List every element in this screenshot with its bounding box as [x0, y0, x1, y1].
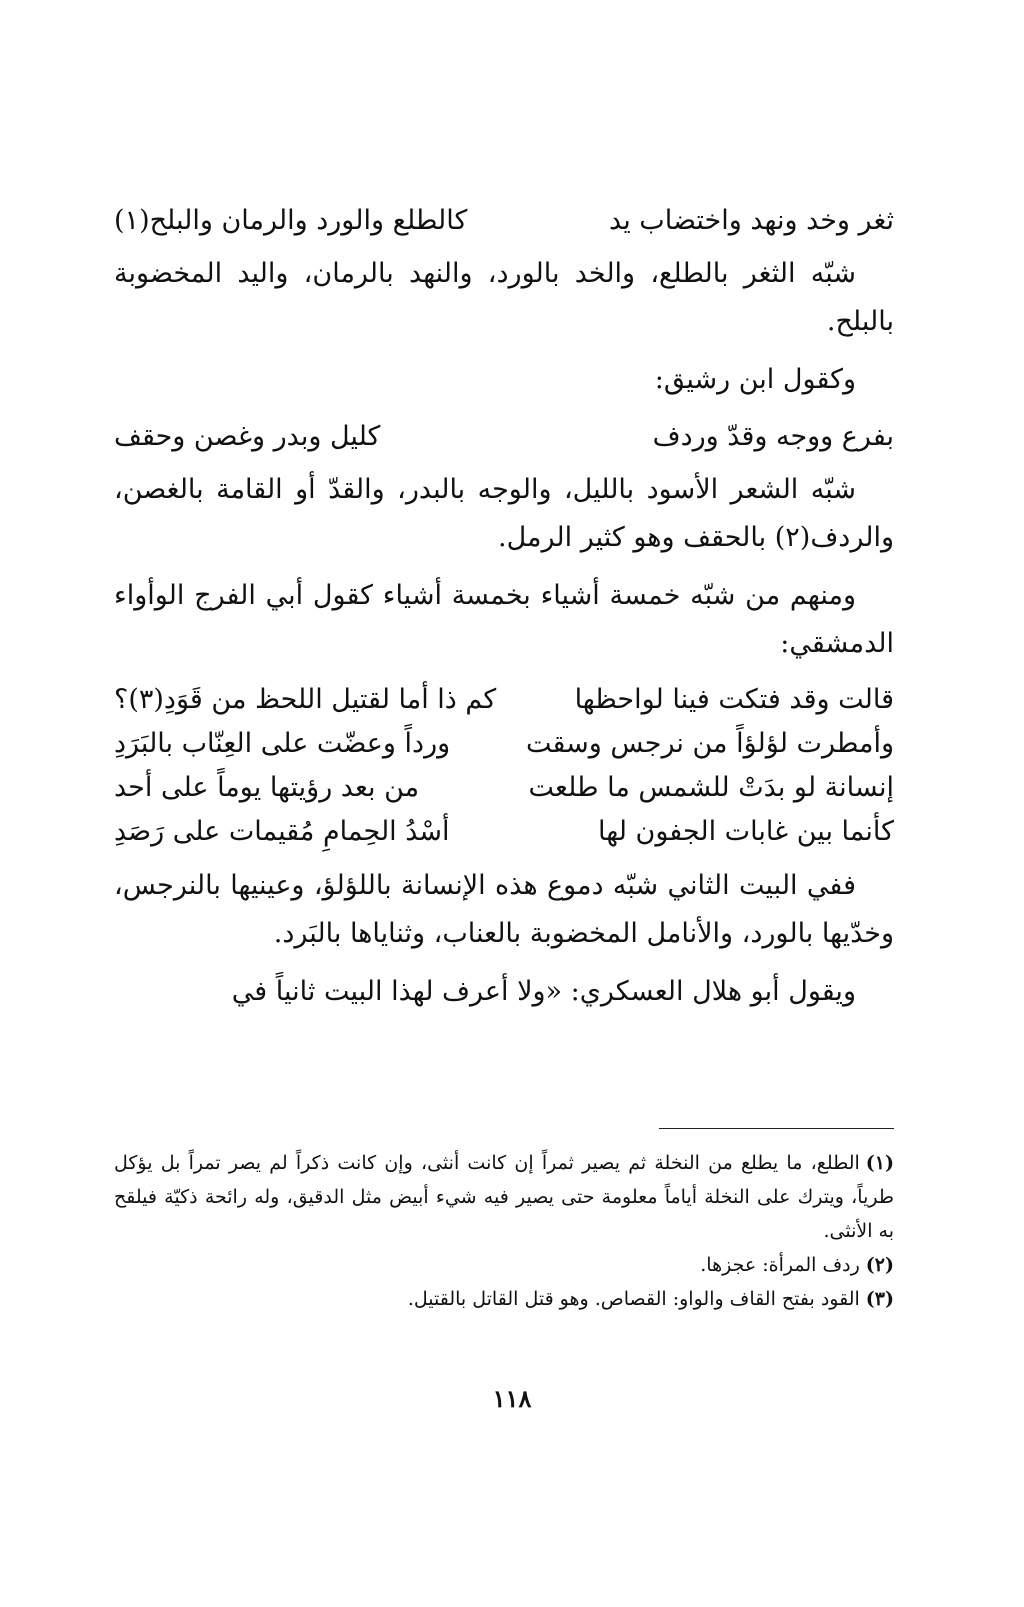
verse-second-hemistich: أسْدُ الحِمامِ مُقيمات على رَصَدِ — [114, 816, 450, 847]
paragraph: وكقول ابن رشيق: — [654, 364, 856, 395]
verse-first-hemistich: وأمطرت لؤلؤاً من نرجس وسقت — [525, 728, 894, 759]
paragraph: شبّه الثغر بالطلع، والخد بالورد، والنهد بالرمان، واليد المخضوبة بالبلح. — [114, 258, 894, 337]
verse-line — [114, 810, 894, 854]
verse-line — [114, 414, 894, 460]
verse-second-hemistich: كم ذا أما لقتيل اللحظ من قَوَدِ(٣)؟ — [114, 684, 497, 715]
footnote-text: القود بفتح القاف والواو: القصاص. وهو قتل القاتل بالقتيل. — [407, 1288, 860, 1310]
verse-line — [114, 678, 894, 722]
footnote-number: (٣) — [865, 1288, 894, 1310]
footnote-number: (٢) — [865, 1254, 894, 1276]
footnote-divider — [659, 1128, 894, 1129]
verse-first-hemistich: إنسانة لو بدَتْ للشمس ما طلعت — [528, 772, 894, 803]
verse-line — [114, 722, 894, 766]
verse-first-hemistich: كأنما بين غابات الجفون لها — [598, 816, 894, 847]
footnote — [114, 1146, 894, 1248]
paragraph: ففي البيت الثاني شبّه دموع هذه الإنسانة باللؤلؤ، وعينيها بالنرجس، وخدّيها بالورد، والأنامل المخضوبة بالعناب، وثناياها بالبَرد. — [114, 870, 894, 949]
verse-first-hemistich: بفرع ووجه وقدّ وردف — [652, 421, 894, 452]
footnote — [114, 1248, 894, 1282]
verse-second-hemistich: من بعد رؤيتها يوماً على أحد — [114, 772, 420, 803]
footnote — [114, 1282, 894, 1316]
paragraph: ومنهم من شبّه خمسة أشياء بخمسة أشياء كقول أبي الفرج الوأواء الدمشقي: — [114, 580, 894, 659]
main-text — [114, 192, 894, 1026]
footnotes — [114, 1146, 894, 1316]
page-number: ١١٨ — [492, 1384, 532, 1413]
paragraph: ويقول أبو هلال العسكري: «ولا أعرف لهذا البيت ثانياً في — [231, 976, 856, 1007]
verse-second-hemistich: كالطلع والورد والرمان والبلح(١) — [114, 205, 468, 236]
verse-line — [114, 198, 894, 244]
verse-first-hemistich: ثغر وخد ونهد واختضاب يد — [609, 205, 894, 236]
verse-first-hemistich: قالت وقد فتكت فينا لواحظها — [574, 684, 894, 715]
footnote-text: الطلع، ما يطلع من النخلة ثم يصير ثمراً إن كانت أنثى، وإن كانت ذكراً لم يصر تمراً بل يؤكل طرياً، ويترك على النخلة أياماً معلومة حتى يصير فيه شيء أبيض مثل الدقيق، وله رائحة ذكيّة فيلقح به الأنثى. — [114, 1152, 894, 1242]
footnote-number: (١) — [865, 1152, 894, 1174]
verse-second-hemistich: كليل وبدر وغصن وحقف — [114, 421, 381, 452]
poem — [114, 678, 894, 854]
paragraph: شبّه الشعر الأسود بالليل، والوجه بالبدر، والقدّ أو القامة بالغصن، والردف(٢) بالحقف وهو كثير الرمل. — [114, 474, 894, 553]
verse-line — [114, 766, 894, 810]
footnote-text: ردف المرأة: عجزها. — [700, 1254, 860, 1276]
verse-second-hemistich: ورداً وعضّت على العِنّاب بالبَرَدِ — [114, 728, 451, 759]
